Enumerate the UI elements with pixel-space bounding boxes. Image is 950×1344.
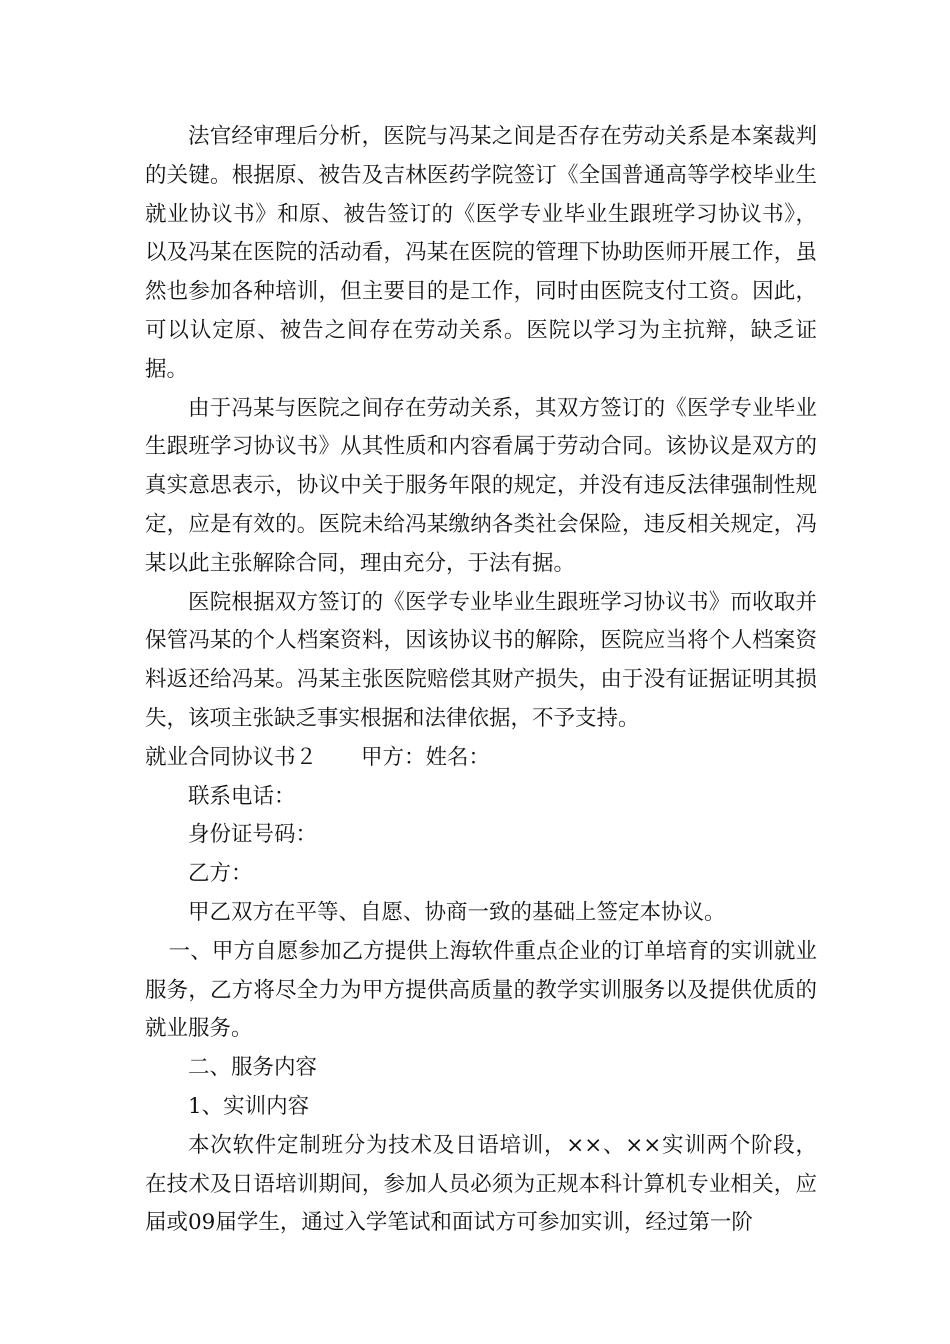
party-a-name-label: 甲方：姓名：: [361, 744, 491, 770]
clause-one: 一、甲方自愿参加乙方提供上海软件重点企业的订单培育的实训就业服务，乙方将尽全力为甲方提供高质量的教学实训服务以及提供优质的就业服务。: [145, 938, 817, 1042]
document-body: [145, 118, 817, 1243]
paragraph-court-analysis: 法官经审理后分析，医院与冯某之间是否存在劳动关系是本案裁判的关键。根据原、被告及吉林医药学院签订《全国普通高等学校毕业生就业协议书》和原、被告签订的《医学专业毕业生跟班学习协议书》，以及冯某在医院的活动看，冯某在医院的管理下协助医师开展工作，虽然也参加各种培训，但主要目的是工作，同时由医院支付工资。因此，可以认定原、被告之间存在劳动关系。医院以学习为主抗辩，缺乏证据。: [145, 124, 817, 382]
party-b-label: 乙方：: [188, 861, 253, 887]
phone-field-label: 联系电话：: [188, 783, 296, 809]
clause-two-item-heading: 1、实训内容: [188, 1093, 310, 1119]
id-number-field-label: 身份证号码：: [188, 822, 318, 848]
training-paragraph: 本次软件定制班分为技术及日语培训，××、××实训两个阶段，在技术及日语培训期间，参加人员必须为正规本科计算机专业相关，应届或09届学生，通过入学笔试和面试方可参加实训，经过第一阶: [145, 1132, 817, 1236]
contract-title: 就业合同协议书２: [145, 744, 318, 770]
agreement-intro: 甲乙双方在平等、自愿、协商一致的基础上签定本协议。: [188, 899, 726, 925]
contract-heading-line: [145, 739, 817, 778]
paragraph-labor-contract: 由于冯某与医院之间存在劳动关系，其双方签订的《医学专业毕业生跟班学习协议书》从其性质和内容看属于劳动合同。该协议是双方的真实意思表示，协议中关于服务年限的规定，并没有违反法律强制性规定，应是有效的。医院未给冯某缴纳各类社会保险，违反相关规定，冯某以此主张解除合同，理由充分，于法有据。: [145, 395, 817, 576]
clause-two-heading: 二、服务内容: [188, 1055, 318, 1081]
paragraph-archive-return: 医院根据双方签订的《医学专业毕业生跟班学习协议书》而收取并保管冯某的个人档案资料，因该协议书的解除，医院应当将个人档案资料返还给冯某。冯某主张医院赔偿其财产损失，由于没有证据证明其损失，该项主张缺乏事实根据和法律依据，不予支持。: [145, 589, 817, 731]
